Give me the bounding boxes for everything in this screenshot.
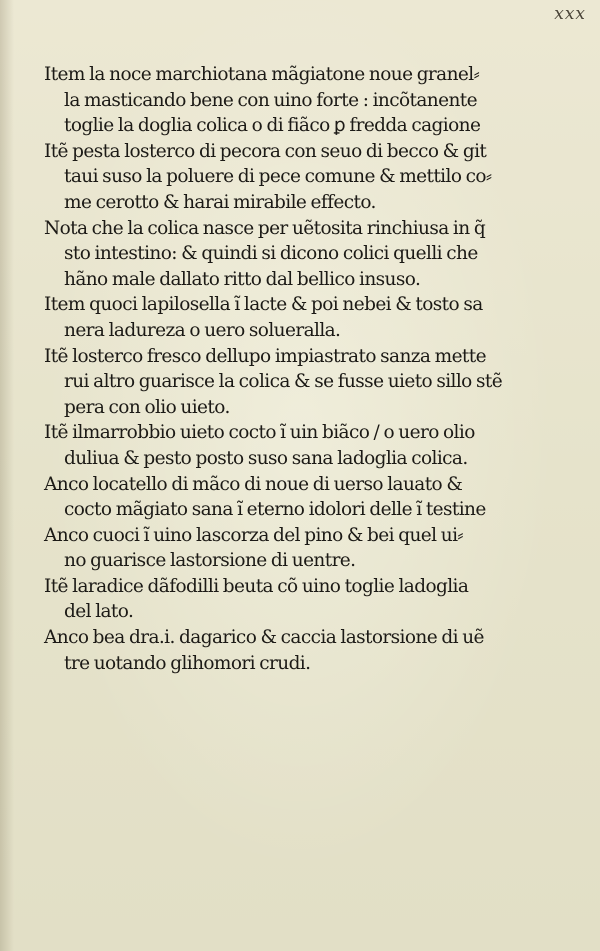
entry-remedy	[44, 139, 544, 216]
text-line: Item quoci lapilosella ĩ lacte & poi nebei & tosto sa	[44, 294, 483, 316]
entry-remedy	[44, 472, 544, 523]
entry-remedy	[44, 625, 544, 676]
entry-remedy	[44, 344, 544, 421]
text-line: Anco cuoci ĩ uino lascorza del pino & bei quel ui⸗	[44, 524, 463, 546]
text-line: Itẽ laradice dãfodilli beuta cõ uino toglie ladoglia	[44, 575, 469, 597]
page-edge-shadow	[0, 0, 14, 951]
text-line: cocto mãgiato sana ĩ eterno idolori delle ĩ testine	[64, 499, 486, 521]
text-line: tre uotando glihomori crudi.	[64, 652, 311, 674]
entry-remedy	[44, 523, 544, 574]
text-line: pera con olio uieto.	[64, 396, 230, 418]
entry-remedy	[44, 420, 544, 471]
entry-remedy	[44, 292, 544, 343]
text-line: Itẽ ilmarrobbio uieto cocto ĩ uin biãco / o uero olio	[44, 422, 475, 444]
text-line: Nota che la colica nasce per uẽtosita rinchiusa in q̃	[44, 217, 486, 239]
text-line: hãno male dallato ritto dal bellico insuso.	[64, 268, 421, 290]
entry-note	[44, 216, 544, 293]
text-line: Anco bea dra.i. dagarico & caccia lastorsione di uẽ	[44, 627, 484, 649]
text-line: taui suso la poluere di pece comune & mettilo co⸗	[64, 166, 492, 188]
text-line: la masticando bene con uino forte : incõtanente	[64, 89, 477, 111]
text-line: nera ladureza o uero solueralla.	[64, 319, 341, 341]
text-line: no guarisce lastorsione di uentre.	[64, 550, 356, 572]
text-line: Itẽ losterco fresco dellupo impiastrato sanza mette	[44, 345, 486, 367]
text-line: Item la noce marchiotana mãgiatone noue granel⸗	[44, 64, 480, 85]
text-block	[44, 62, 544, 676]
text-line: me cerotto & harai mirabile effecto.	[64, 191, 376, 213]
folio-number: xxx	[554, 4, 586, 24]
text-line: toglie la doglia colica o di fiãco ꝑ fredda cagione	[64, 115, 481, 137]
text-line: del lato.	[64, 601, 134, 623]
text-line: Itẽ pesta losterco di pecora con seuo di becco & git	[44, 140, 487, 162]
text-line: sto intestino: & quindi si dicono colici quelli che	[64, 243, 478, 265]
entry-remedy	[44, 62, 544, 139]
text-line: rui altro guarisce la colica & se fusse uieto sillo stẽ	[64, 371, 503, 393]
entry-remedy	[44, 574, 544, 625]
text-line: duliua & pesto posto suso sana ladoglia colica.	[64, 447, 468, 469]
text-line: Anco locatello di mãco di noue di uerso lauato &	[44, 473, 463, 495]
